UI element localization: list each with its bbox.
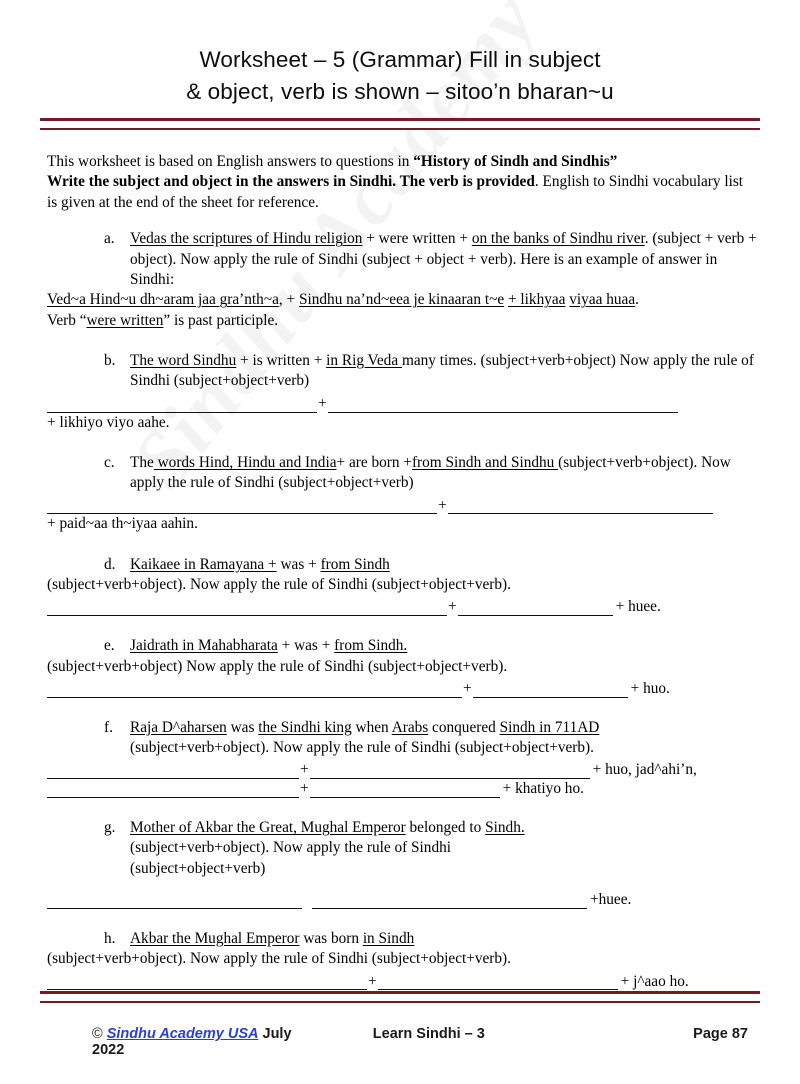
copyright-icon: ©	[92, 1026, 103, 1042]
item-rule-note-2: (subject+object+verb)	[130, 859, 266, 877]
item-object: the Sindhi king	[258, 718, 352, 736]
item-marker: c.	[104, 453, 115, 471]
blank-plus: +	[300, 761, 309, 779]
item-answer-line	[47, 290, 760, 310]
item-object: in Rig Veda	[326, 352, 402, 370]
blank-verb-tail: + huo.	[630, 679, 670, 697]
item-verb: + is written +	[236, 352, 327, 370]
item-verb-2: conquered	[428, 718, 500, 736]
blank-verb-tail: +huee.	[590, 891, 632, 909]
list-item	[47, 453, 760, 535]
item-object: from Sindh.	[334, 637, 408, 655]
item-subject: Kaikaee in Ramayana +	[130, 555, 277, 573]
item-the: The	[130, 453, 154, 471]
item-text	[130, 818, 760, 838]
item-rule-note: (subject+verb+object). Now apply the rule of Sindhi (subject+object+verb).	[47, 576, 511, 594]
intro-source-title: “History of Sindh and Sindhis”	[413, 152, 618, 170]
item-verb-tail: + likhiyo viyo aahe.	[47, 413, 170, 431]
answer-verb2: viyaa huaa	[569, 291, 636, 309]
item-text	[130, 718, 760, 738]
answer-blank-row[interactable]	[47, 781, 760, 798]
intro-instruction: Write the subject and object in the answers in Sindhi. The verb is provided	[47, 173, 535, 191]
item-object: in Sindh	[362, 929, 415, 947]
answer-period: .	[635, 291, 639, 309]
answer-blank-row[interactable]	[47, 762, 760, 779]
blank-subject[interactable]	[47, 682, 462, 698]
item-verb-note	[47, 311, 760, 331]
item-was: was	[226, 718, 259, 736]
blank-subject[interactable]	[47, 600, 447, 616]
item-object-2: Sindh in 711AD	[499, 718, 600, 736]
item-subject: Akbar the Mughal Emperor	[130, 929, 300, 947]
item-verb: + was +	[277, 637, 335, 655]
list-item	[47, 636, 760, 698]
blank-plus: +	[438, 496, 447, 514]
intro-line1-pre: This worksheet is based on English answers to questions in	[47, 152, 414, 170]
title-line-2: & object, verb is shown – sitoo’n bharan~u	[186, 78, 614, 104]
item-marker: g.	[104, 819, 116, 837]
item-rule-note: (subject+verb+object). Now apply the rule of Sindhi (subject+object+verb).	[130, 739, 594, 757]
blank-object[interactable]	[310, 763, 590, 779]
item-marker: a.	[104, 230, 115, 248]
item-when: when	[351, 718, 392, 736]
footer-date: July 2022	[92, 1026, 292, 1058]
blank-subject-2[interactable]	[47, 782, 299, 798]
answer-blank-row[interactable]	[47, 974, 760, 991]
blank-object[interactable]	[473, 682, 628, 698]
item-verb: was born	[299, 929, 363, 947]
item-verb: + were written +	[362, 230, 472, 248]
answer-object: Sindhu na’nd~eea je kinaaran t~e	[299, 291, 505, 309]
item-subject: Jaidrath in Mahabharata	[130, 637, 278, 655]
blank-plus: +	[300, 780, 309, 798]
page-title	[0, 0, 800, 108]
item-verb: + are born +	[336, 453, 412, 471]
blank-verb-tail-2: + khatiyo ho.	[502, 780, 584, 798]
list-item	[47, 229, 760, 331]
item-rule-note: (subject+verb+object). Now apply the rule of Sindhi (subject+object+verb)	[130, 453, 731, 492]
item-marker: h.	[104, 929, 116, 947]
item-verb-tail: + paid~aa th~iyaa aahin.	[47, 515, 198, 533]
blank-plus: +	[318, 394, 327, 412]
list-item	[47, 818, 760, 909]
sindhu-academy-link[interactable]: Sindhu Academy USA	[106, 1026, 259, 1042]
item-text	[130, 929, 760, 949]
item-text	[130, 351, 760, 392]
page-footer	[0, 991, 800, 1084]
item-rule-note: (subject+verb+object). Now apply the rule of Sindhi (subject+object+verb).	[47, 950, 511, 968]
footer-copyright	[40, 1026, 314, 1058]
item-text	[130, 229, 760, 290]
answer-blank-row[interactable]	[47, 681, 760, 698]
item-subject: Vedas the scriptures of Hindu religion	[130, 230, 363, 248]
blank-plus: +	[463, 679, 472, 697]
footer-divider	[40, 991, 760, 1003]
footer-book-title: Learn Sindhi – 3	[372, 1026, 485, 1042]
blank-object[interactable]	[448, 498, 713, 514]
list-item	[47, 555, 760, 617]
answer-blank-row[interactable]	[47, 599, 760, 616]
item-object: from Sindh	[320, 555, 390, 573]
item-rule-note: (subject+verb+object) Now apply the rule of Sindhi (subject+object+verb).	[47, 657, 508, 675]
blank-verb-tail: + huo, jad^ahi’n,	[592, 761, 697, 779]
blank-subject[interactable]	[47, 763, 299, 779]
blank-object-2[interactable]	[310, 782, 500, 798]
question-list	[0, 229, 800, 990]
item-verb: was +	[276, 555, 321, 573]
item-marker: d.	[104, 555, 116, 573]
item-verb: belonged to	[405, 819, 486, 837]
item-object: on the banks of Sindhu river	[471, 230, 645, 248]
item-rule-note: (subject+verb+object). Now apply the rule of Sindhi	[130, 839, 451, 857]
footer-page-number: Page 87	[693, 1026, 748, 1042]
header-divider	[40, 118, 760, 130]
item-rule-note: many times. (subject+verb+object) Now apply the rule of Sindhi (subject+object+verb)	[130, 352, 754, 390]
blank-plus: +	[448, 598, 457, 616]
answer-sep1: , +	[278, 291, 299, 309]
answer-blank-row[interactable]	[47, 892, 760, 909]
item-marker: e.	[104, 637, 115, 655]
item-subject: words Hind, Hindu and India	[153, 453, 337, 471]
blank-object[interactable]	[312, 893, 587, 909]
item-subject: The word Sindhu	[130, 352, 237, 370]
item-subject: Mother of Akbar the Great, Mughal Emperor	[130, 819, 406, 837]
answer-subject: Ved~a Hind~u dh~aram jaa gra’nth~a	[47, 291, 279, 309]
list-item	[47, 351, 760, 433]
item-text	[130, 555, 760, 575]
blank-verb-tail: + huee.	[615, 598, 661, 616]
item-text	[130, 636, 760, 656]
blank-subject[interactable]	[47, 498, 437, 514]
item-text	[130, 453, 760, 494]
item-marker: f.	[104, 718, 113, 736]
list-item	[47, 718, 760, 798]
blank-subject[interactable]	[47, 974, 367, 990]
list-item	[47, 929, 760, 991]
blank-object[interactable]	[378, 974, 618, 990]
verb-note-term: were written	[86, 311, 164, 329]
blank-object[interactable]	[458, 600, 613, 616]
item-subject: Raja D^aharsen	[130, 718, 227, 736]
verb-note-post: ” is past participle.	[163, 311, 279, 329]
blank-subject[interactable]	[47, 397, 317, 413]
answer-blank-row[interactable]	[47, 498, 760, 515]
verb-note-pre: Verb “	[47, 311, 87, 329]
item-object: Sindh.	[485, 819, 525, 837]
blank-subject[interactable]	[47, 893, 302, 909]
item-object: from Sindh and Sindhu	[411, 453, 559, 471]
blank-object[interactable]	[328, 397, 678, 413]
item-rule-note: . (subject + verb + object). Now apply the rule of Sindhi (subject + object + verb). Here is an example of answer in Sindhi:	[130, 230, 757, 289]
title-line-1: Worksheet – 5 (Grammar) Fill in subject	[199, 47, 601, 72]
blank-verb-tail: + j^aao ho.	[620, 972, 689, 990]
intro-paragraph	[47, 152, 756, 213]
answer-verb1: + likhyaa	[507, 291, 566, 309]
item-subject-2: Arabs	[391, 718, 429, 736]
answer-blank-row[interactable]	[47, 396, 760, 413]
intro-line2-post: . English to Sindhi vocabulary list is given at the end of the sheet for reference.	[47, 173, 744, 211]
item-marker: b.	[104, 352, 116, 370]
blank-plus: +	[368, 972, 377, 990]
